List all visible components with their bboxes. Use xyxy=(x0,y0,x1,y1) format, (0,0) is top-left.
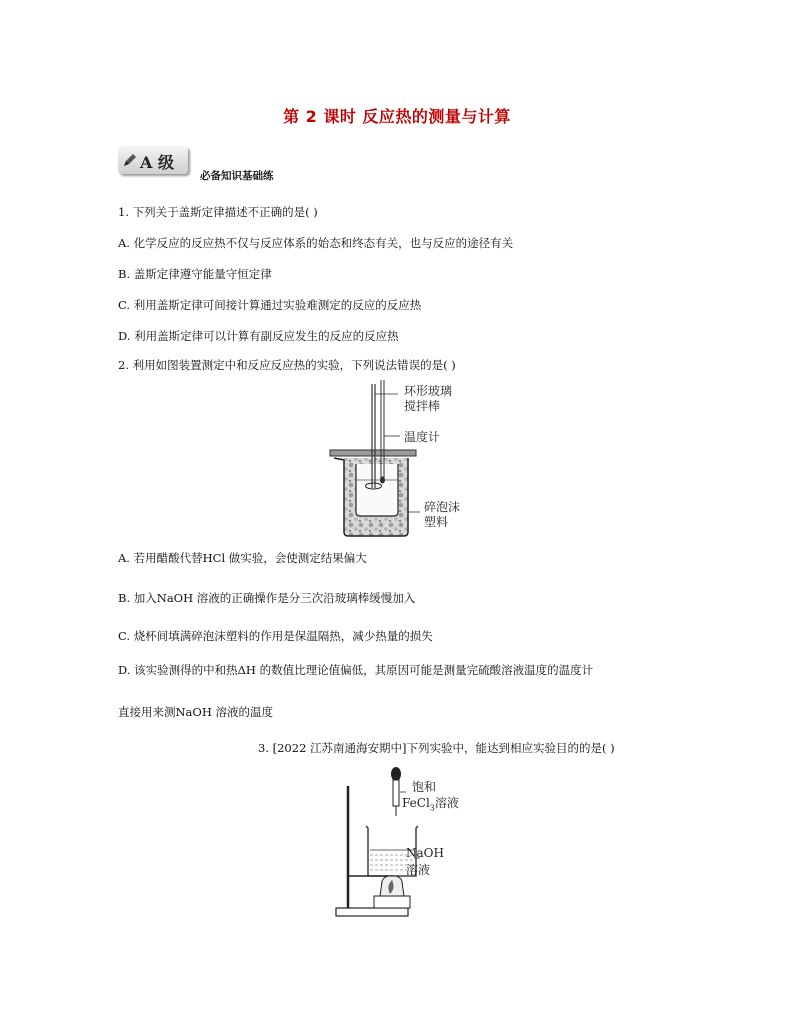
figure-label-foam-1: 碎泡沫 xyxy=(424,500,461,514)
figure-label-thermometer: 温度计 xyxy=(404,430,441,444)
fecl-subscript: 3 xyxy=(429,803,435,813)
fecl-text: FeCl xyxy=(402,796,430,810)
question-1-option-a: A. 化学反应的反应热不仅与反应体系的始态和终态有关，也与反应的途径有关 xyxy=(118,236,514,250)
question-2-option-d-continued: 直接用来测NaOH 溶液的温度 xyxy=(118,705,274,719)
level-badge xyxy=(118,144,192,178)
question-1-option-b: B. 盖斯定律遵守能量守恒定律 xyxy=(118,267,272,281)
question-3-stem: 3. [2022 江苏南通海安期中]下列实验中，能达到相应实验目的的是( ) xyxy=(258,741,615,755)
figure-label-stirrer-1: 环形玻璃 xyxy=(404,384,453,398)
question-2-option-b: B. 加入NaOH 溶液的正确操作是分三次沿玻璃棒缓慢加入 xyxy=(118,591,416,605)
fecl3-solution-text: 溶液 xyxy=(434,796,459,810)
figure-label-fecl3 xyxy=(402,794,459,812)
figure-label-naoh-solution: 溶液 xyxy=(406,863,431,877)
question-2-option-a: A. 若用醋酸代替HCl 做实验，会使测定结果偏大 xyxy=(118,551,367,565)
section-label: 必备知识基础练 xyxy=(200,170,274,182)
figure-label-foam-2: 塑料 xyxy=(424,515,449,529)
figure-label-stirrer-2: 搅拌棒 xyxy=(404,399,441,413)
page-title: 第 2 课时 反应热的测量与计算 xyxy=(283,107,511,126)
badge-text: A 级 xyxy=(140,153,174,172)
figure-label-naoh: NaOH xyxy=(406,846,444,860)
pencil-icon xyxy=(122,152,138,168)
question-1-option-d: D. 利用盖斯定律可以计算有副反应发生的反应的反应热 xyxy=(118,329,399,343)
question-2-option-d: D. 该实验测得的中和热ΔH 的数值比理论值偏低，其原因可能是测量完硫酸溶液温度的温度计 xyxy=(118,663,594,677)
question-2-option-c: C. 烧杯间填满碎泡沫塑料的作用是保温隔热，减少热量的损失 xyxy=(118,629,433,643)
question-2-stem: 2. 利用如图装置测定中和反应反应热的实验，下列说法错误的是( ) xyxy=(118,358,456,372)
figure-label-saturated: 饱和 xyxy=(412,780,437,794)
question-1-stem: 1. 下列关于盖斯定律描述不正确的是( ) xyxy=(118,205,318,219)
question-1-option-c: C. 利用盖斯定律可间接计算通过实验难测定的反应的反应热 xyxy=(118,298,422,312)
